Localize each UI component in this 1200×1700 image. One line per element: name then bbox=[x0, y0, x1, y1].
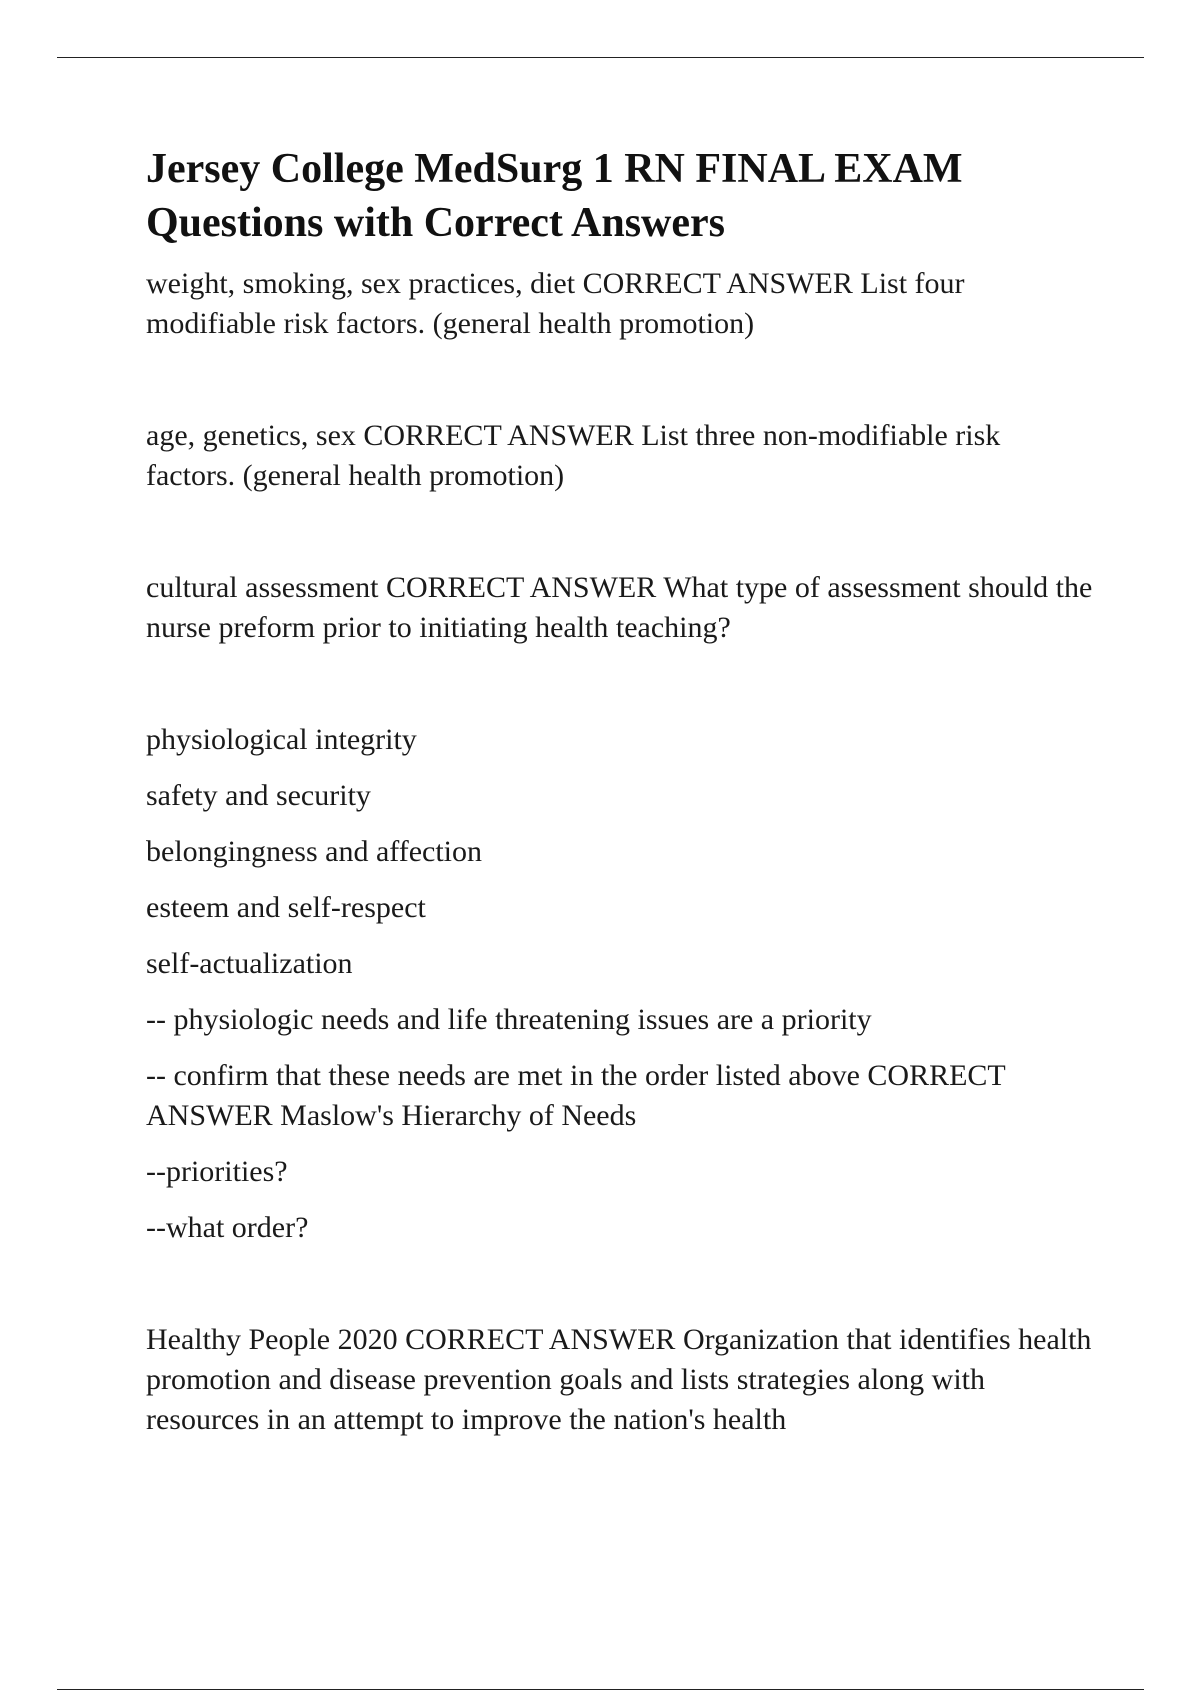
qa-item-cultural-assessment: cultural assessment CORRECT ANSWER What type of assessment should the nurse preform prior to initiating health teaching? bbox=[146, 571, 1093, 644]
document-body bbox=[146, 142, 1096, 1440]
maslow-line: --priorities? bbox=[146, 1155, 288, 1188]
qa-item-modifiable-risk: weight, smoking, sex practices, diet CORRECT ANSWER List four modifiable risk factors. (general health promotion) bbox=[146, 267, 965, 340]
title-line-1: Jersey College MedSurg 1 RN FINAL EXAM bbox=[146, 146, 963, 192]
document-title bbox=[146, 142, 1096, 250]
maslow-line: esteem and self-respect bbox=[146, 891, 426, 924]
maslow-line: -- confirm that these needs are met in the order listed above CORRECT ANSWER Maslow's Hierarchy of Needs bbox=[146, 1059, 1006, 1132]
maslow-hierarchy-block bbox=[146, 720, 1096, 1248]
top-rule bbox=[57, 57, 1144, 58]
maslow-line: self-actualization bbox=[146, 947, 353, 980]
maslow-line: belongingness and affection bbox=[146, 835, 483, 868]
maslow-line: --what order? bbox=[146, 1211, 309, 1244]
maslow-line: safety and security bbox=[146, 779, 371, 812]
maslow-line: -- physiologic needs and life threatening issues are a priority bbox=[146, 1003, 872, 1036]
title-line-2: Questions with Correct Answers bbox=[146, 200, 726, 246]
qa-item-healthy-people: Healthy People 2020 CORRECT ANSWER Organization that identifies health promotion and disease prevention goals and lists strategies along with resources in an attempt to improve the nation's health bbox=[146, 1323, 1092, 1436]
maslow-line: physiological integrity bbox=[146, 723, 417, 756]
bottom-rule bbox=[57, 1689, 1144, 1690]
qa-item-nonmodifiable-risk: age, genetics, sex CORRECT ANSWER List three non-modifiable risk factors. (general health promotion) bbox=[146, 419, 1001, 492]
